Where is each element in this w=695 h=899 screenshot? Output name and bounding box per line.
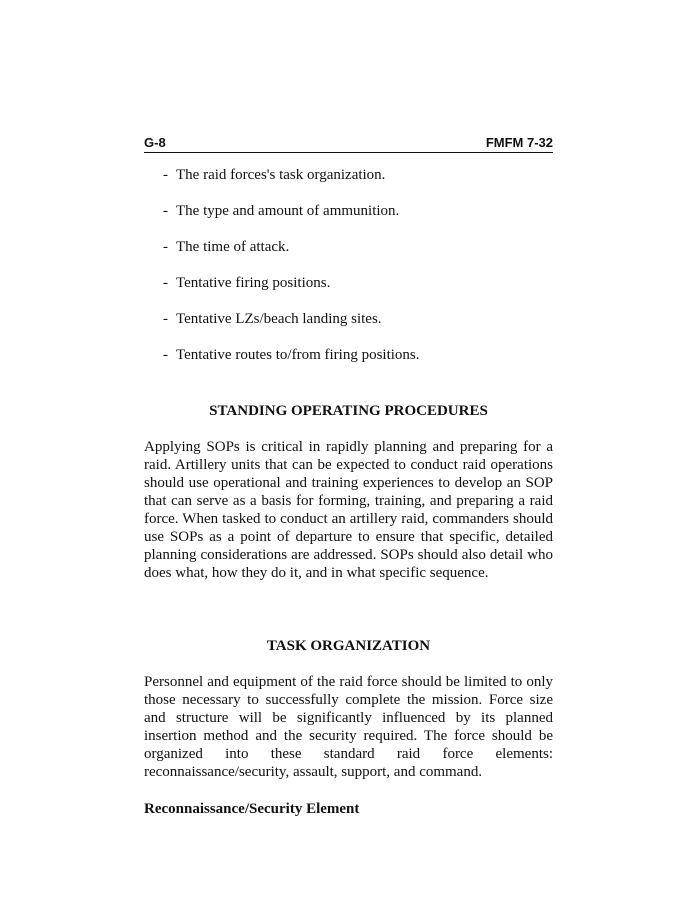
bullet-marker: - — [163, 275, 168, 291]
bullet-marker: - — [163, 167, 168, 183]
list-item — [163, 310, 420, 328]
list-item-text: The time of attack. — [176, 239, 290, 255]
list-item-text: Tentative firing positions. — [176, 275, 331, 291]
recon-security-subheading: Reconnaissance/Security Element — [144, 801, 360, 817]
task-organization-paragraph: Personnel and equipment of the raid force should be limited to only those necessary to successfully complete the mission. Force size and structure will be significantly influenced by its planned insertion method and the security required. The force should be organized into these standard raid force elements: reconnaissance/security, assault, support, and command. — [144, 674, 553, 780]
list-item-text: Tentative LZs/beach landing sites. — [176, 311, 382, 327]
list-item-text: The type and amount of ammunition. — [176, 203, 400, 219]
list-item — [163, 166, 420, 184]
running-header — [144, 136, 553, 153]
bullet-list — [163, 166, 420, 382]
bullet-marker: - — [163, 311, 168, 327]
list-item — [163, 238, 420, 256]
bullet-marker: - — [163, 347, 168, 363]
list-item-text: Tentative routes to/from firing positions. — [176, 347, 420, 363]
page-number: G-8 — [144, 135, 166, 150]
bullet-marker: - — [163, 203, 168, 219]
bullet-marker: - — [163, 239, 168, 255]
list-item-text: The raid forces's task organization. — [176, 167, 386, 183]
publication-id: FMFM 7-32 — [485, 135, 553, 150]
list-item — [163, 274, 420, 292]
task-organization-heading: TASK ORGANIZATION — [266, 638, 431, 654]
sop-heading: STANDING OPERATING PROCEDURES — [209, 403, 488, 419]
sop-paragraph: Applying SOPs is critical in rapidly planning and preparing for a raid. Artillery units that can be expected to conduct raid operations should use operational and training experiences to develop an SOP that can serve as a basis for forming, training, and preparing a raid force. When tasked to conduct an artillery raid, commanders should use SOPs as a point of departure to ensure that specific, detailed planning considerations are addressed. SOPs should also detail who does what, how they do it, and in what specific sequence. — [144, 439, 553, 581]
list-item — [163, 346, 420, 364]
list-item — [163, 202, 420, 220]
